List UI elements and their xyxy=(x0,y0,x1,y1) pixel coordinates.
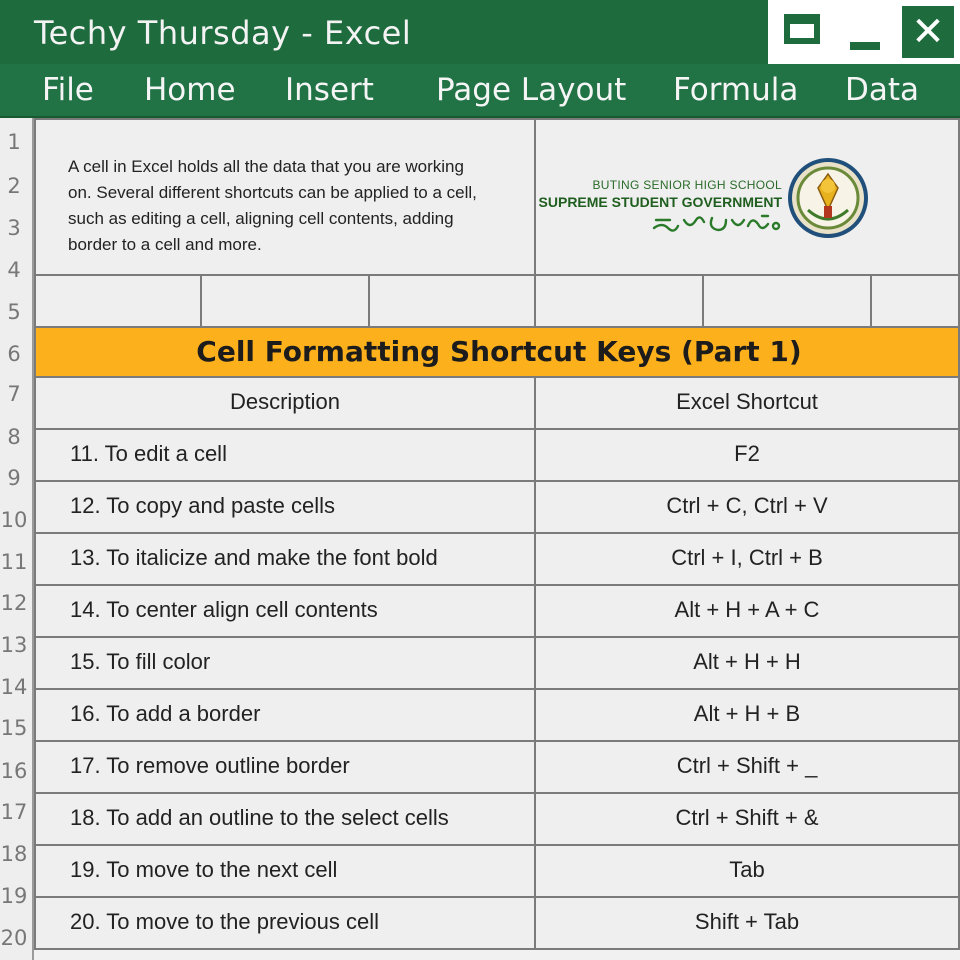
description-cell[interactable]: 20. To move to the previous cell xyxy=(34,896,536,950)
menu-file[interactable]: File xyxy=(42,72,94,108)
shortcut-cell[interactable]: Alt + H + A + C xyxy=(534,584,960,638)
row-number[interactable]: 13 xyxy=(0,633,28,657)
menu-insert[interactable]: Insert xyxy=(285,72,374,108)
maximize-button[interactable] xyxy=(784,10,840,54)
description-cell[interactable]: 17. To remove outline border xyxy=(34,740,536,794)
minimize-button[interactable] xyxy=(846,10,902,54)
sheet-title: Cell Formatting Shortcut Keys (Part 1) xyxy=(196,335,802,368)
row-number[interactable]: 5 xyxy=(7,300,21,324)
column-header-description[interactable]: Description xyxy=(34,376,536,430)
row-number[interactable]: 20 xyxy=(0,926,28,950)
column-header-shortcut[interactable]: Excel Shortcut xyxy=(534,376,960,430)
minimize-icon xyxy=(850,42,880,50)
row-number[interactable]: 14 xyxy=(0,675,28,699)
baybayin-script-icon xyxy=(652,212,782,236)
empty-cell[interactable] xyxy=(368,274,536,328)
description-cell[interactable]: 18. To add an outline to the select cells xyxy=(34,792,536,846)
row-number[interactable]: 2 xyxy=(7,174,21,198)
menu-page-layout[interactable]: Page Layout xyxy=(436,72,627,108)
school-name: BUTING SENIOR HIGH SCHOOL xyxy=(592,178,782,192)
row-number[interactable]: 4 xyxy=(7,258,21,282)
row-header-column xyxy=(0,118,34,960)
intro-cell[interactable] xyxy=(34,118,536,276)
organization-name: SUPREME STUDENT GOVERNMENT xyxy=(538,194,782,210)
shortcut-cell[interactable]: Alt + H + B xyxy=(534,688,960,742)
school-seal-icon xyxy=(786,156,870,240)
row-number[interactable]: 12 xyxy=(0,591,28,615)
empty-cell[interactable] xyxy=(200,274,370,328)
shortcut-cell[interactable]: Alt + H + H xyxy=(534,636,960,690)
menu-home[interactable]: Home xyxy=(144,72,236,108)
empty-cell[interactable] xyxy=(34,274,202,328)
shortcut-cell[interactable]: Ctrl + Shift + _ xyxy=(534,740,960,794)
shortcut-cell[interactable]: Shift + Tab xyxy=(534,896,960,950)
row-number[interactable]: 7 xyxy=(7,382,21,406)
menu-bar xyxy=(0,64,960,120)
description-cell[interactable]: 13. To italicize and make the font bold xyxy=(34,532,536,586)
description-cell[interactable]: 16. To add a border xyxy=(34,688,536,742)
empty-cell[interactable] xyxy=(534,274,704,328)
row-number[interactable]: 19 xyxy=(0,884,28,908)
logo-cell[interactable] xyxy=(534,118,960,276)
intro-text: A cell in Excel holds all the data that you are working on. Several different shortcuts can be applied to a cell, such as editing a cell, aligning cell contents, adding border to a cell and more. xyxy=(68,157,477,254)
school-logo xyxy=(538,152,880,242)
row-number[interactable]: 15 xyxy=(0,716,28,740)
empty-cell[interactable] xyxy=(870,274,960,328)
empty-cell[interactable] xyxy=(702,274,872,328)
row-number[interactable]: 1 xyxy=(7,130,21,154)
description-cell[interactable]: 14. To center align cell contents xyxy=(34,584,536,638)
row-number[interactable]: 6 xyxy=(7,342,21,366)
row-number[interactable]: 9 xyxy=(7,466,21,490)
row-number[interactable]: 16 xyxy=(0,759,28,783)
row-number[interactable]: 8 xyxy=(7,425,21,449)
row-number[interactable]: 18 xyxy=(0,842,28,866)
row-number[interactable]: 10 xyxy=(0,508,28,532)
maximize-icon xyxy=(784,14,820,44)
window-controls xyxy=(768,0,960,64)
row-number[interactable]: 11 xyxy=(0,550,28,574)
title-bar xyxy=(0,0,960,64)
close-icon: ✕ xyxy=(911,9,945,55)
spreadsheet-grid xyxy=(34,118,960,960)
shortcut-cell[interactable]: Ctrl + C, Ctrl + V xyxy=(534,480,960,534)
description-cell[interactable]: 11. To edit a cell xyxy=(34,428,536,482)
shortcut-cell[interactable]: Tab xyxy=(534,844,960,898)
row-number[interactable]: 17 xyxy=(0,800,28,824)
window-title: Techy Thursday - Excel xyxy=(34,14,412,52)
shortcut-cell[interactable]: Ctrl + Shift + & xyxy=(534,792,960,846)
menu-data[interactable]: Data xyxy=(845,72,920,108)
menu-formula[interactable]: Formula xyxy=(673,72,799,108)
sheet-title-band[interactable] xyxy=(34,326,960,378)
description-cell[interactable]: 12. To copy and paste cells xyxy=(34,480,536,534)
row-number[interactable]: 3 xyxy=(7,216,21,240)
close-button[interactable] xyxy=(902,6,954,58)
shortcut-cell[interactable]: Ctrl + I, Ctrl + B xyxy=(534,532,960,586)
description-cell[interactable]: 19. To move to the next cell xyxy=(34,844,536,898)
description-cell[interactable]: 15. To fill color xyxy=(34,636,536,690)
shortcut-cell[interactable]: F2 xyxy=(534,428,960,482)
